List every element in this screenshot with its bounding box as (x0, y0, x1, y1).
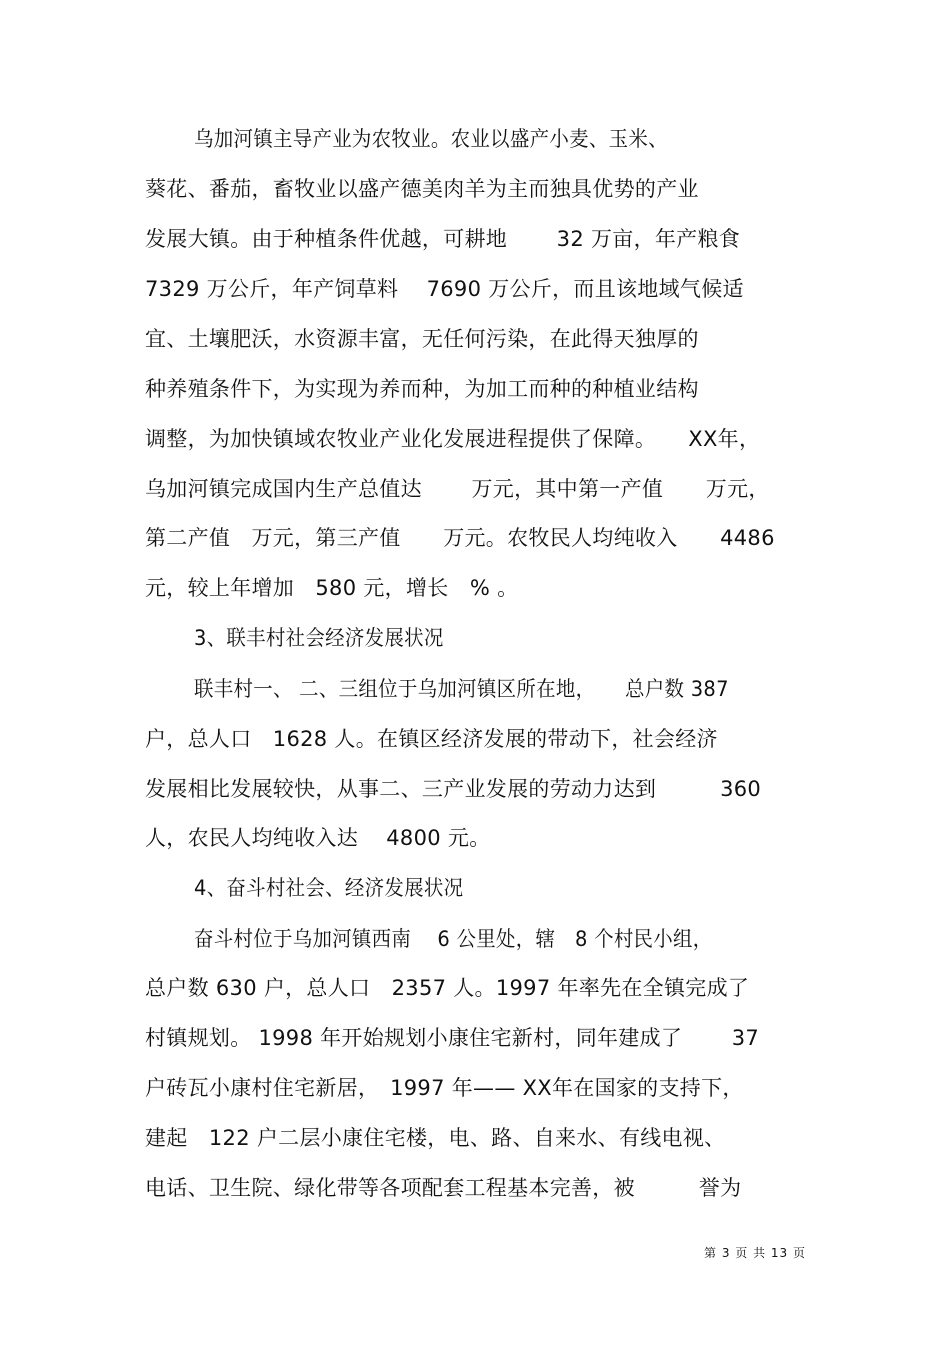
text-line: 葵花、番茄，畜牧业以盛产德美肉羊为主而独具优势的产业 (145, 177, 699, 201)
text-line: 调整，为加快镇域农牧业产业化发展进程提供了保障。 XX年， (145, 427, 761, 451)
text-line: 人，农民人均纯收入达 4800 元。 (145, 826, 491, 850)
text-line: 种养殖条件下，为实现为养而种，为加工而种的种植业结构 (145, 377, 699, 401)
text-line: 电话、卫生院、绿化带等各项配套工程基本完善，被 誉为 (145, 1176, 742, 1200)
page-number: 第 3 页 共 13 页 (704, 1246, 806, 1260)
text-line: 户砖瓦小康村住宅新居， 1997 年—— XX年在国家的支持下， (145, 1076, 744, 1100)
text-line: 元，较上年增加 580 元，增长 % 。 (145, 576, 519, 600)
text-line: 乌加河镇主导产业为农牧业。农业以盛产小麦、玉米、 (194, 127, 668, 151)
text-line: 户，总人口 1628 人。在镇区经济发展的带动下，社会经济 (145, 727, 718, 751)
text-line: 奋斗村位于乌加河镇西南 6 公里处，辖 8 个村民小组， (194, 927, 713, 951)
text-line: 发展相比发展较快，从事二、三产业发展的劳动力达到 360 (145, 777, 762, 801)
text-line: 7329 万公斤，年产饲草料 7690 万公斤，而且该地域气候适 (145, 277, 744, 301)
section-heading: 4、奋斗村社会、经济发展状况 (194, 876, 464, 900)
text-line: 第二产值 万元，第三产值 万元。农牧民人均纯收入 4486 (145, 526, 775, 550)
text-line: 总户数 630 户，总人口 2357 人。1997 年率先在全镇完成了 (145, 976, 750, 1000)
text-line: 建起 122 户二层小康住宅楼，电、路、自来水、有线电视、 (145, 1126, 726, 1150)
text-line: 乌加河镇完成国内生产总值达 万元，其中第一产值 万元， (145, 477, 770, 501)
section-heading: 3、联丰村社会经济发展状况 (194, 626, 444, 650)
text-line: 村镇规划。 1998 年开始规划小康住宅新村，同年建成了 37 (145, 1026, 760, 1050)
text-line: 发展大镇。由于种植条件优越，可耕地 32 万亩，年产粮食 (145, 227, 741, 251)
text-line: 联丰村一、 二、三组位于乌加河镇区所在地， 总户数 387 (194, 677, 729, 701)
text-line: 宜、土壤肥沃，水资源丰富，无任何污染，在此得天独厚的 (145, 327, 699, 351)
